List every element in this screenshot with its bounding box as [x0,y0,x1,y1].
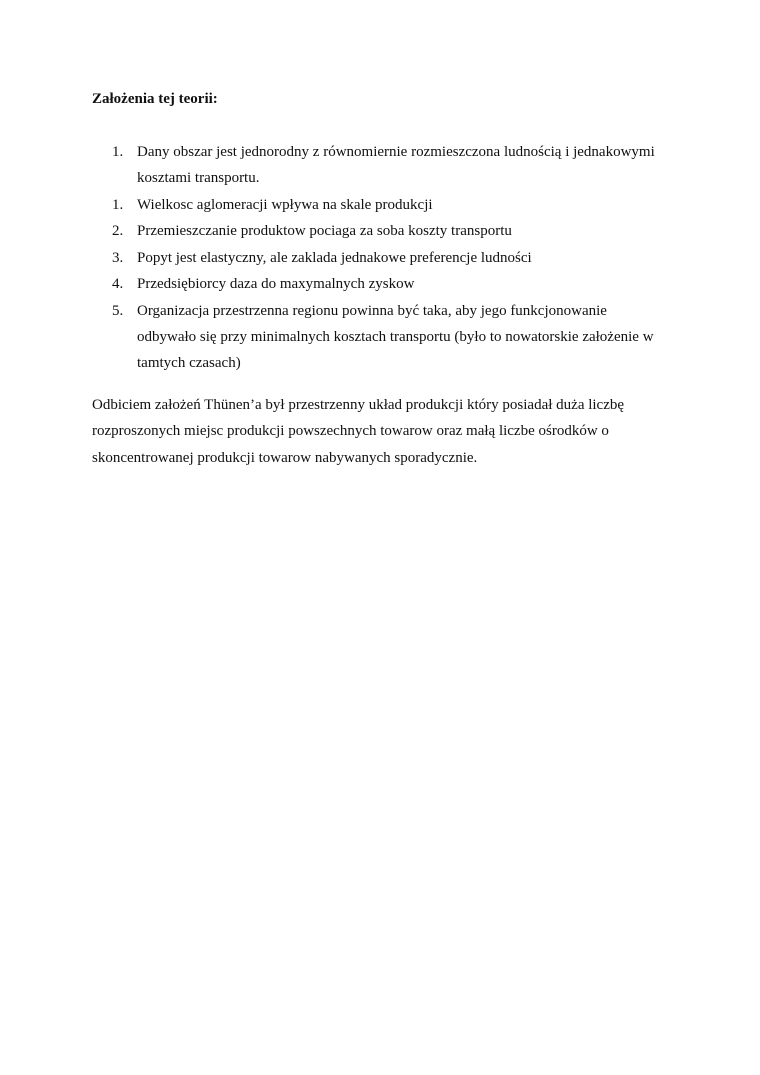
list-number: 1. [112,144,124,160]
list-text: Popyt jest elastyczny, ale zaklada jednakowe preferencje ludności [137,250,532,266]
list-number: 4. [112,276,124,292]
list-text: odbywało się przy minimalnych kosztach transportu (było to nowatorskie założenie w [137,329,654,345]
list-text: kosztami transportu. [137,170,260,186]
heading: Założenia tej teorii: [92,91,218,107]
paragraph-line: rozproszonych miejsc produkcji powszechnych towarow oraz małą liczbe ośrodków o [92,423,609,439]
list-number: 5. [112,303,124,319]
list-number: 2. [112,223,124,239]
list-number: 1. [112,197,124,213]
paragraph-line: skoncentrowanej produkcji towarow nabywanych sporadycznie. [92,450,478,466]
paragraph-line: Odbiciem założeń Thünen’a był przestrzenny układ produkcji który posiadał duża liczbę [92,397,625,413]
list-number: 3. [112,250,124,266]
list-text: Wielkosc aglomeracji wpływa na skale produkcji [137,197,433,213]
list-text: Organizacja przestrzenna regionu powinna być taka, aby jego funkcjonowanie [137,303,607,319]
list-text: Przedsiębiorcy daza do maxymalnych zyskow [137,276,415,292]
list-text: tamtych czasach) [137,355,241,371]
list-text: Przemieszczanie produktow pociaga za soba koszty transportu [137,223,512,239]
list-text: Dany obszar jest jednorodny z równomiernie rozmieszczona ludnością i jednakowymi [137,144,655,160]
